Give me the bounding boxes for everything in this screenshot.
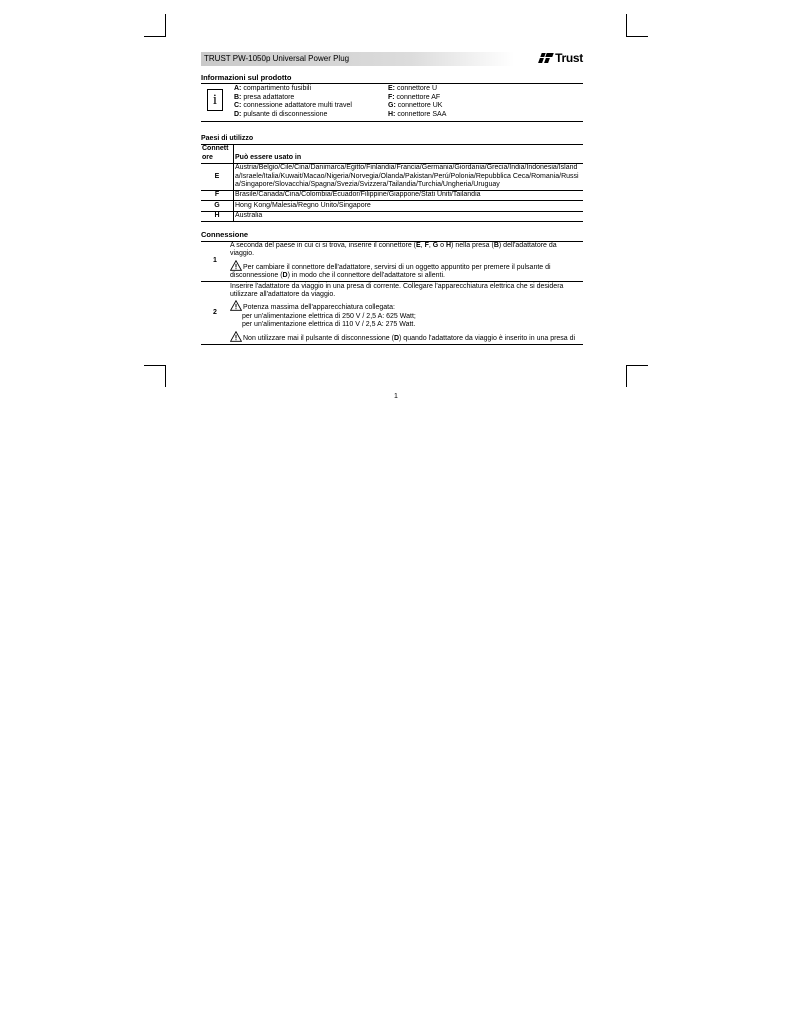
- part-item: H: connettore SAA: [388, 110, 447, 118]
- part-item: D: pulsante di disconnessione: [234, 110, 328, 118]
- table-header-row: [201, 145, 583, 163]
- table-row: [201, 163, 583, 190]
- page-number: 1: [394, 393, 398, 400]
- countries-cell: Australia: [234, 211, 584, 221]
- step-text: A seconda del paese in cui ci si trova, inserire il connettore (E, F, G o H) nella presa (B) dell'adattatore da viaggio.: [230, 242, 557, 258]
- table-row: [201, 190, 583, 200]
- countries-cell: Austria/Belgio/Cile/Cina/Danimarca/Egitto/Finlandia/Francia/Germania/Giordania/Grecia/India/Indonesia/Islanda/Israele/Italia/Kuwait/Macao/Nigeria/Norvegia/Olanda/Pakistan/Perú/Polonia/Repubblica Ceca/Romania/Russia/Singapore/Slovacchia/Spagna/Svezia/Svizzera/Tailandia/Turchia/Ungheria/Uruguay: [234, 163, 584, 190]
- connector-cell: H: [201, 211, 234, 221]
- countries-table: [201, 145, 583, 222]
- part-item: B: presa adattatore: [234, 93, 295, 101]
- part-item: C: connessione adattatore multi travel: [234, 102, 352, 110]
- crop-mark: [165, 14, 166, 36]
- countries-cell: Hong Kong/Malesia/Regno Unito/Singapore: [234, 201, 584, 211]
- document-title: TRUST PW-1050p Universal Power Plug: [204, 54, 350, 63]
- part-item: G: connettore UK: [388, 102, 443, 110]
- product-parts-right: [388, 85, 583, 119]
- trust-logo-text: Trust: [555, 50, 583, 65]
- product-parts-left: [234, 85, 388, 119]
- step-content: [229, 242, 583, 282]
- warning-icon: [230, 300, 242, 311]
- crop-mark: [626, 14, 627, 36]
- crop-mark: [626, 365, 648, 366]
- crop-mark: [165, 365, 166, 387]
- step-row: [201, 282, 583, 344]
- step-number: 2: [213, 308, 217, 316]
- header-bar: [201, 52, 583, 66]
- connector-cell: G: [201, 201, 234, 211]
- product-info-box: [201, 84, 583, 122]
- step-row: [201, 242, 583, 282]
- section-heading-countries: Paesi di utilizzo: [201, 135, 583, 145]
- trust-logo-icon: [538, 52, 554, 64]
- section-heading-connection: Connessione: [201, 231, 583, 241]
- connector-cell: F: [201, 190, 234, 200]
- part-item: A: compartimento fusibili: [234, 85, 312, 93]
- trust-logo: [538, 51, 583, 65]
- crop-mark: [144, 36, 166, 37]
- part-item: F: connettore AF: [388, 93, 441, 101]
- column-header-usage: Può essere usato in: [234, 145, 584, 163]
- power-line: per un'alimentazione elettrica di 250 V / 2,5 A: 625 Watt;: [242, 312, 416, 320]
- power-line: per un'alimentazione elettrica di 110 V / 2,5 A: 275 Watt.: [242, 321, 416, 329]
- crop-mark: [626, 36, 648, 37]
- warning-icon: [230, 331, 242, 342]
- warning-icon: [230, 260, 242, 271]
- document-page: [201, 50, 583, 400]
- countries-cell: Brasile/Canada/Cina/Colombia/Ecuador/Filippine/Giappone/Stati Uniti/Tailandia: [234, 190, 584, 200]
- table-row: [201, 211, 583, 221]
- step-text: Inserire l'adattatore da viaggio in una presa di corrente. Collegare l'apparecchiatura elettrica che si desidera utilizzare all'adattatore da viaggio.: [230, 282, 564, 299]
- crop-mark: [626, 365, 627, 387]
- table-row: [201, 201, 583, 211]
- step-content: [229, 282, 583, 344]
- info-icon: i: [207, 89, 223, 111]
- crop-mark: [144, 365, 166, 366]
- column-header-connector: Connett ore: [201, 145, 234, 163]
- section-heading-product-info: Informazioni sul prodotto: [201, 74, 583, 84]
- part-item: E: connettore U: [388, 85, 438, 93]
- warning-note: Per cambiare il connettore dell'adattatore, servirsi di un oggetto appuntito per premere il pulsante di disconnessione (D) in modo che il connettore dell'adattatore si allenti.: [230, 260, 582, 281]
- warning-note: Potenza massima dell'apparecchiatura collegata: per un'alimentazione elettrica di 250 V / 2,5 A: 625 Watt; per un'alimentazione elettrica di 110 V / 2,5 A: 275 Watt.: [230, 300, 582, 329]
- warning-note: Non utilizzare mai il pulsante di disconnessione (D) quando l'adattatore da viaggio è inserito in una presa di: [230, 331, 582, 343]
- step-number: 1: [201, 242, 229, 282]
- connector-cell: E: [201, 163, 234, 190]
- connection-steps: [201, 242, 583, 344]
